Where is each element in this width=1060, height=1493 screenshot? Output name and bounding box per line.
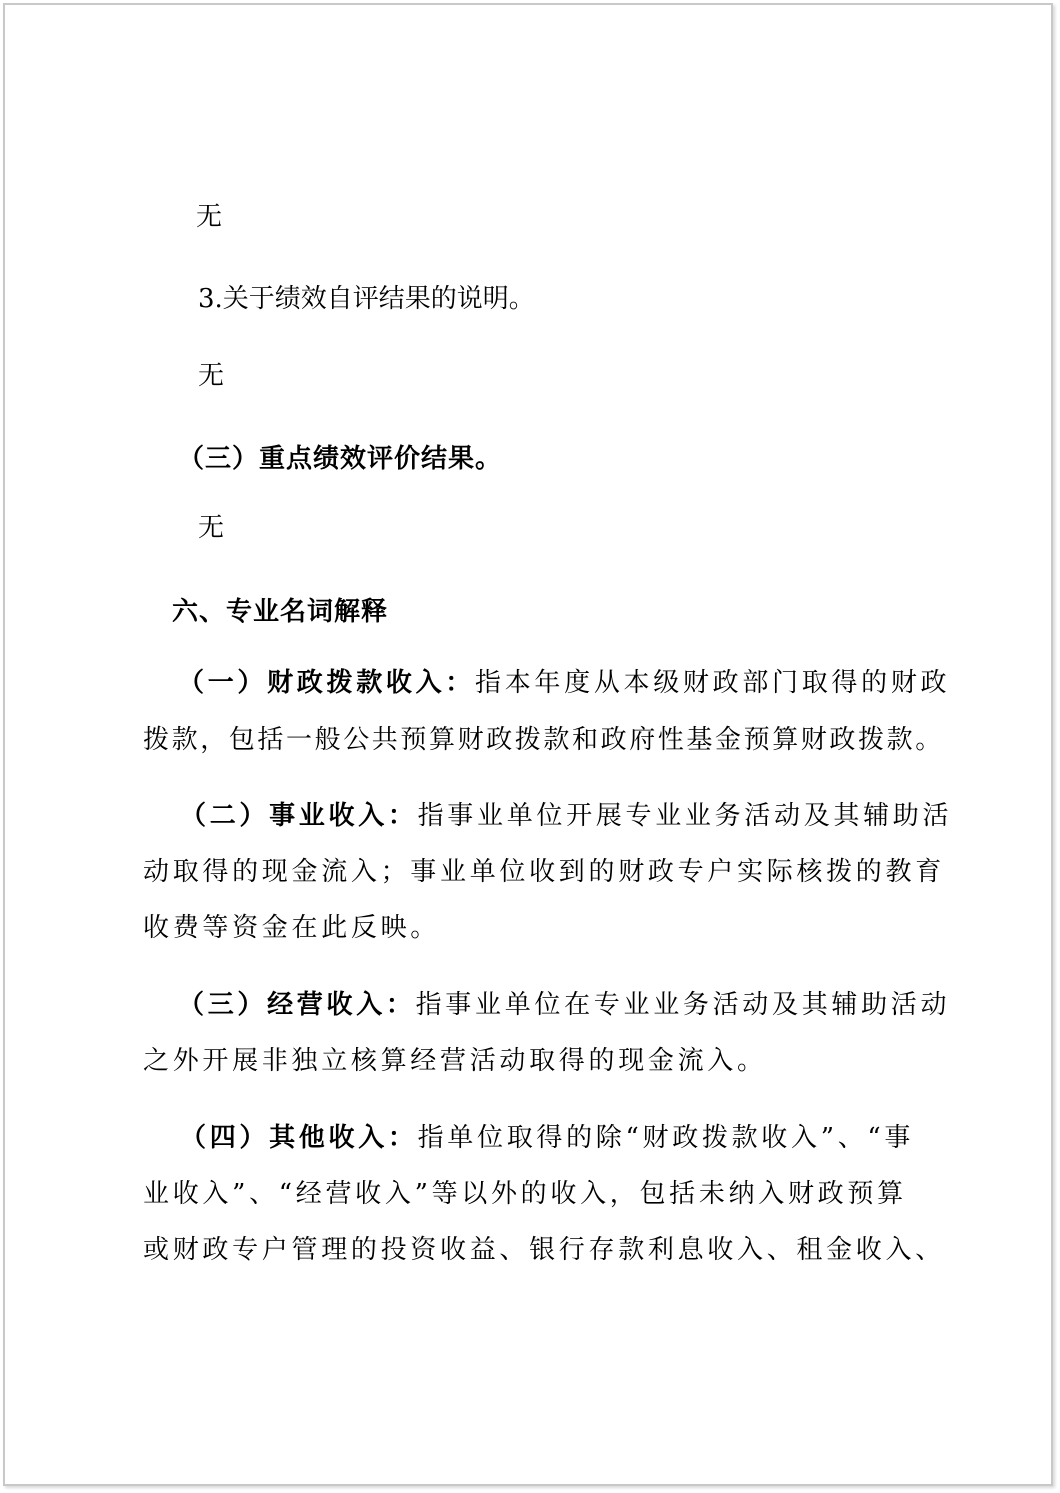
subheading-3: 3.关于绩效自评结果的说明。: [198, 284, 535, 314]
section-heading-six: 六、专业名词解释: [172, 597, 389, 627]
term-2-line-3: 收费等资金在此反映。: [143, 913, 441, 943]
term-2-line-1: [180, 800, 952, 832]
term-4-text-1: 指单位取得的除“财政拨款收入”、“事: [417, 1123, 915, 1153]
term-1-line-1: [178, 667, 950, 699]
subheading-san: （三）重点绩效评价结果。: [178, 444, 503, 474]
term-3-label: （三）经营收入：: [178, 990, 416, 1020]
term-2-label: （二）事业收入：: [180, 801, 418, 831]
term-4-line-1: [180, 1122, 914, 1154]
body-text-none-1: 无: [196, 202, 223, 232]
term-4-label: （四）其他收入：: [180, 1123, 418, 1153]
term-4-line-3: 或财政专户管理的投资收益、银行存款利息收入、租金收入、: [143, 1235, 945, 1265]
body-text-none-2: 无: [198, 361, 225, 391]
term-3-line-2: 之外开展非独立核算经营活动取得的现金流入。: [143, 1046, 767, 1076]
term-1-line-2: 拨款，包括一般公共预算财政拨款和政府性基金预算财政拨款。: [143, 725, 944, 755]
term-2-text-1: 指事业单位开展专业业务活动及其辅助活: [417, 801, 953, 831]
term-3-text-1: 指事业单位在专业业务活动及其辅助活动: [415, 990, 951, 1020]
term-1-label: （一）财政拨款收入：: [178, 668, 476, 698]
body-text-none-3: 无: [198, 513, 225, 543]
term-3-line-1: [178, 989, 950, 1021]
term-1-text-1: 指本年度从本级财政部门取得的财政: [475, 668, 951, 698]
term-2-line-2: 动取得的现金流入；事业单位收到的财政专户实际核拨的教育: [143, 857, 945, 887]
term-4-line-2: 业收入”、“经营收入”等以外的收入，包括未纳入财政预算: [143, 1179, 907, 1209]
